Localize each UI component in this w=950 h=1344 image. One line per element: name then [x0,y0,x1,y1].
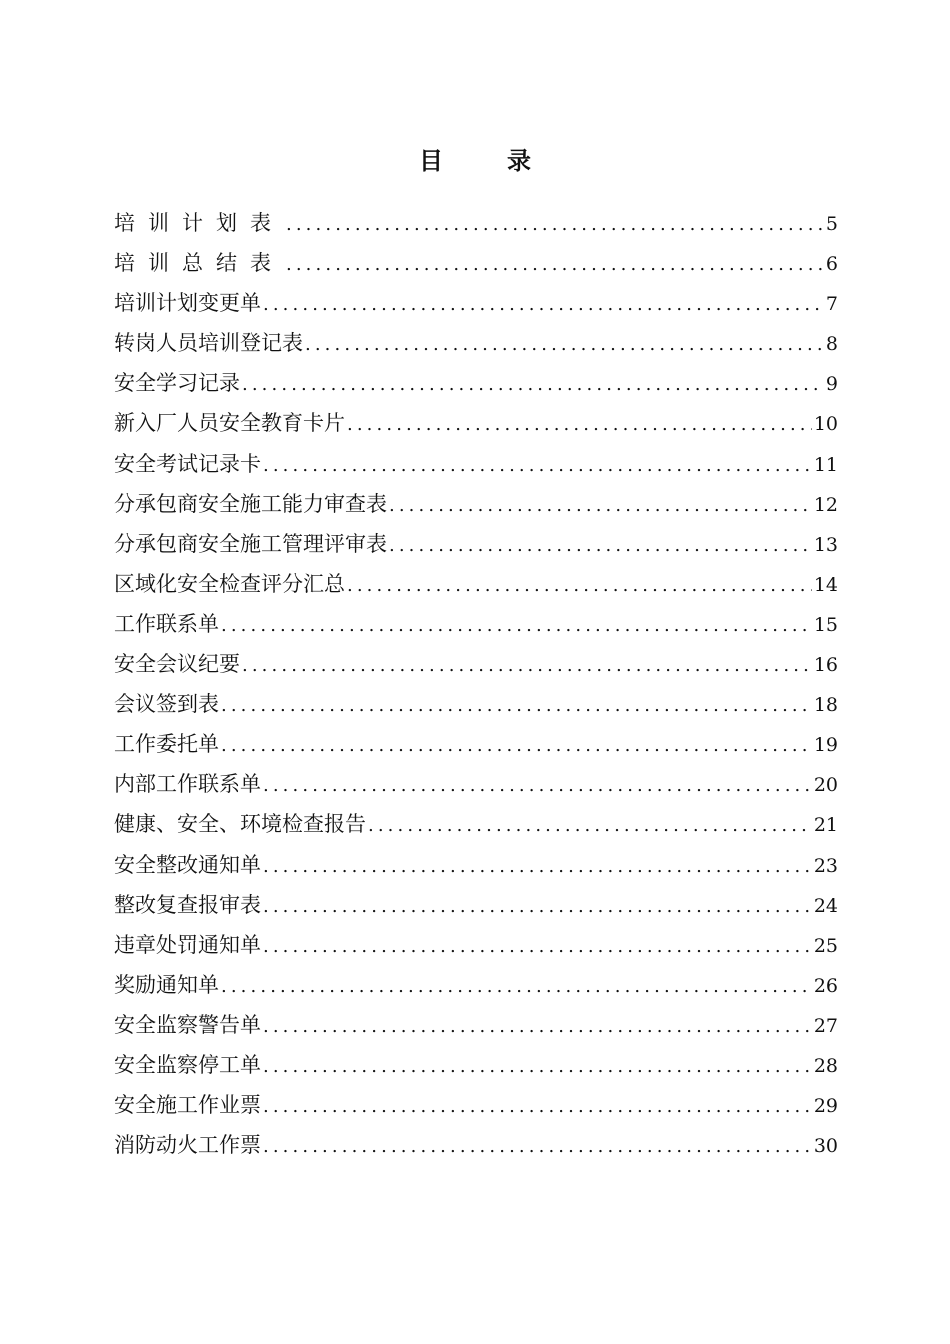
toc-dot-leader [263,285,824,325]
toc-entry[interactable] [114,243,838,283]
toc-entry-label: 健康、安全、环境检查报告 [114,812,366,837]
toc-entry-page: 19 [813,734,838,757]
toc-entry[interactable] [114,764,838,804]
toc-entry[interactable] [114,925,838,965]
toc-dot-leader [305,325,824,365]
toc-entry-page: 27 [813,1014,838,1037]
toc-entry-label: 安全整改通知单 [114,852,261,877]
toc-entry-label: 奖励通知单 [114,972,219,997]
toc-entry-page: 14 [813,573,838,596]
toc-dot-leader [221,726,812,766]
toc-dot-leader [263,927,812,967]
toc-dot-leader [347,566,812,606]
toc-dot-leader [221,606,812,646]
toc-entry[interactable] [114,1045,838,1085]
toc-entry-label: 培训总结表 [114,251,284,276]
toc-entry-page: 26 [813,974,838,997]
toc-entry-label: 区域化安全检查评分汇总 [114,571,345,596]
toc-entry-page: 28 [813,1054,838,1077]
toc-entry-label: 会议签到表 [114,692,219,717]
toc-entry-label: 新入厂人员安全教育卡片 [114,411,345,436]
toc-entry[interactable] [114,724,838,764]
toc-dot-leader [347,405,812,445]
toc-entry-label: 转岗人员培训登记表 [114,331,303,356]
toc-entry-page: 12 [813,493,838,516]
toc-entry-page: 23 [813,854,838,877]
toc-entry-page: 8 [825,333,838,356]
toc-entry[interactable] [114,444,838,484]
toc-entry-label: 培训计划变更单 [114,291,261,316]
toc-entry-label: 安全监察停工单 [114,1052,261,1077]
toc-entry[interactable] [114,885,838,925]
toc-entry-page: 20 [813,774,838,797]
toc-entry[interactable] [114,484,838,524]
toc-entry-label: 安全考试记录卡 [114,451,261,476]
toc-dot-leader [263,446,812,486]
toc-entry[interactable] [114,684,838,724]
toc-entry[interactable] [114,965,838,1005]
toc-entry-page: 24 [813,894,838,917]
toc-dot-leader [263,1127,812,1167]
toc-entry-page: 13 [813,533,838,556]
toc-entry-page: 21 [813,814,838,837]
toc-dot-leader [242,646,812,686]
toc-dot-leader [389,526,812,566]
toc-entry-page: 7 [825,293,838,316]
toc-entry[interactable] [114,845,838,885]
toc-entry[interactable] [114,323,838,363]
toc-entry[interactable] [114,1005,838,1045]
toc-entry-label: 安全会议纪要 [114,652,240,677]
toc-entry-page: 18 [813,694,838,717]
toc-entry-page: 15 [813,613,838,636]
toc-entry[interactable] [114,804,838,844]
toc-dot-leader [221,967,812,1007]
toc-entry[interactable] [114,564,838,604]
toc-dot-leader [263,847,812,887]
toc-entry[interactable] [114,283,838,323]
toc-entry-label: 安全学习记录 [114,371,240,396]
toc-entry-label: 安全监察警告单 [114,1012,261,1037]
toc-dot-leader [221,686,812,726]
toc-dot-leader [286,205,824,245]
toc-entry-page: 6 [825,253,838,276]
toc-entry-label: 整改复查报审表 [114,892,261,917]
toc-entry-label: 工作委托单 [114,732,219,757]
toc-dot-leader [286,245,824,285]
toc-entry[interactable] [114,1125,838,1165]
toc-entry-label: 内部工作联系单 [114,772,261,797]
toc-dot-leader [389,486,812,526]
toc-entry-label: 消防动火工作票 [114,1133,261,1158]
toc-title: 目 录 [419,147,551,175]
toc-entry[interactable] [114,644,838,684]
table-of-contents [114,203,838,1165]
toc-entry-label: 分承包商安全施工能力审查表 [114,491,387,516]
toc-entry-page: 16 [813,654,838,677]
toc-dot-leader [368,806,812,846]
toc-entry-page: 29 [813,1095,838,1118]
toc-entry-label: 工作联系单 [114,611,219,636]
toc-entry-page: 30 [813,1135,838,1158]
toc-dot-leader [263,1007,812,1047]
toc-entry[interactable] [114,604,838,644]
toc-dot-leader [263,766,812,806]
toc-dot-leader [242,365,824,405]
toc-entry-page: 10 [813,413,838,436]
toc-entry[interactable] [114,203,838,243]
toc-dot-leader [263,887,812,927]
toc-entry-label: 培训计划表 [114,211,284,235]
toc-entry[interactable] [114,363,838,403]
toc-dot-leader [263,1087,812,1127]
toc-entry-page: 25 [813,934,838,957]
toc-dot-leader [263,1047,812,1087]
toc-entry-label: 分承包商安全施工管理评审表 [114,531,387,556]
toc-entry-page: 5 [825,213,838,235]
toc-entry[interactable] [114,524,838,564]
toc-entry-page: 11 [813,453,838,476]
toc-entry[interactable] [114,1085,838,1125]
toc-entry-label: 违章处罚通知单 [114,932,261,957]
toc-entry-page: 9 [825,373,838,396]
toc-entry[interactable] [114,403,838,443]
toc-entry-label: 安全施工作业票 [114,1093,261,1118]
